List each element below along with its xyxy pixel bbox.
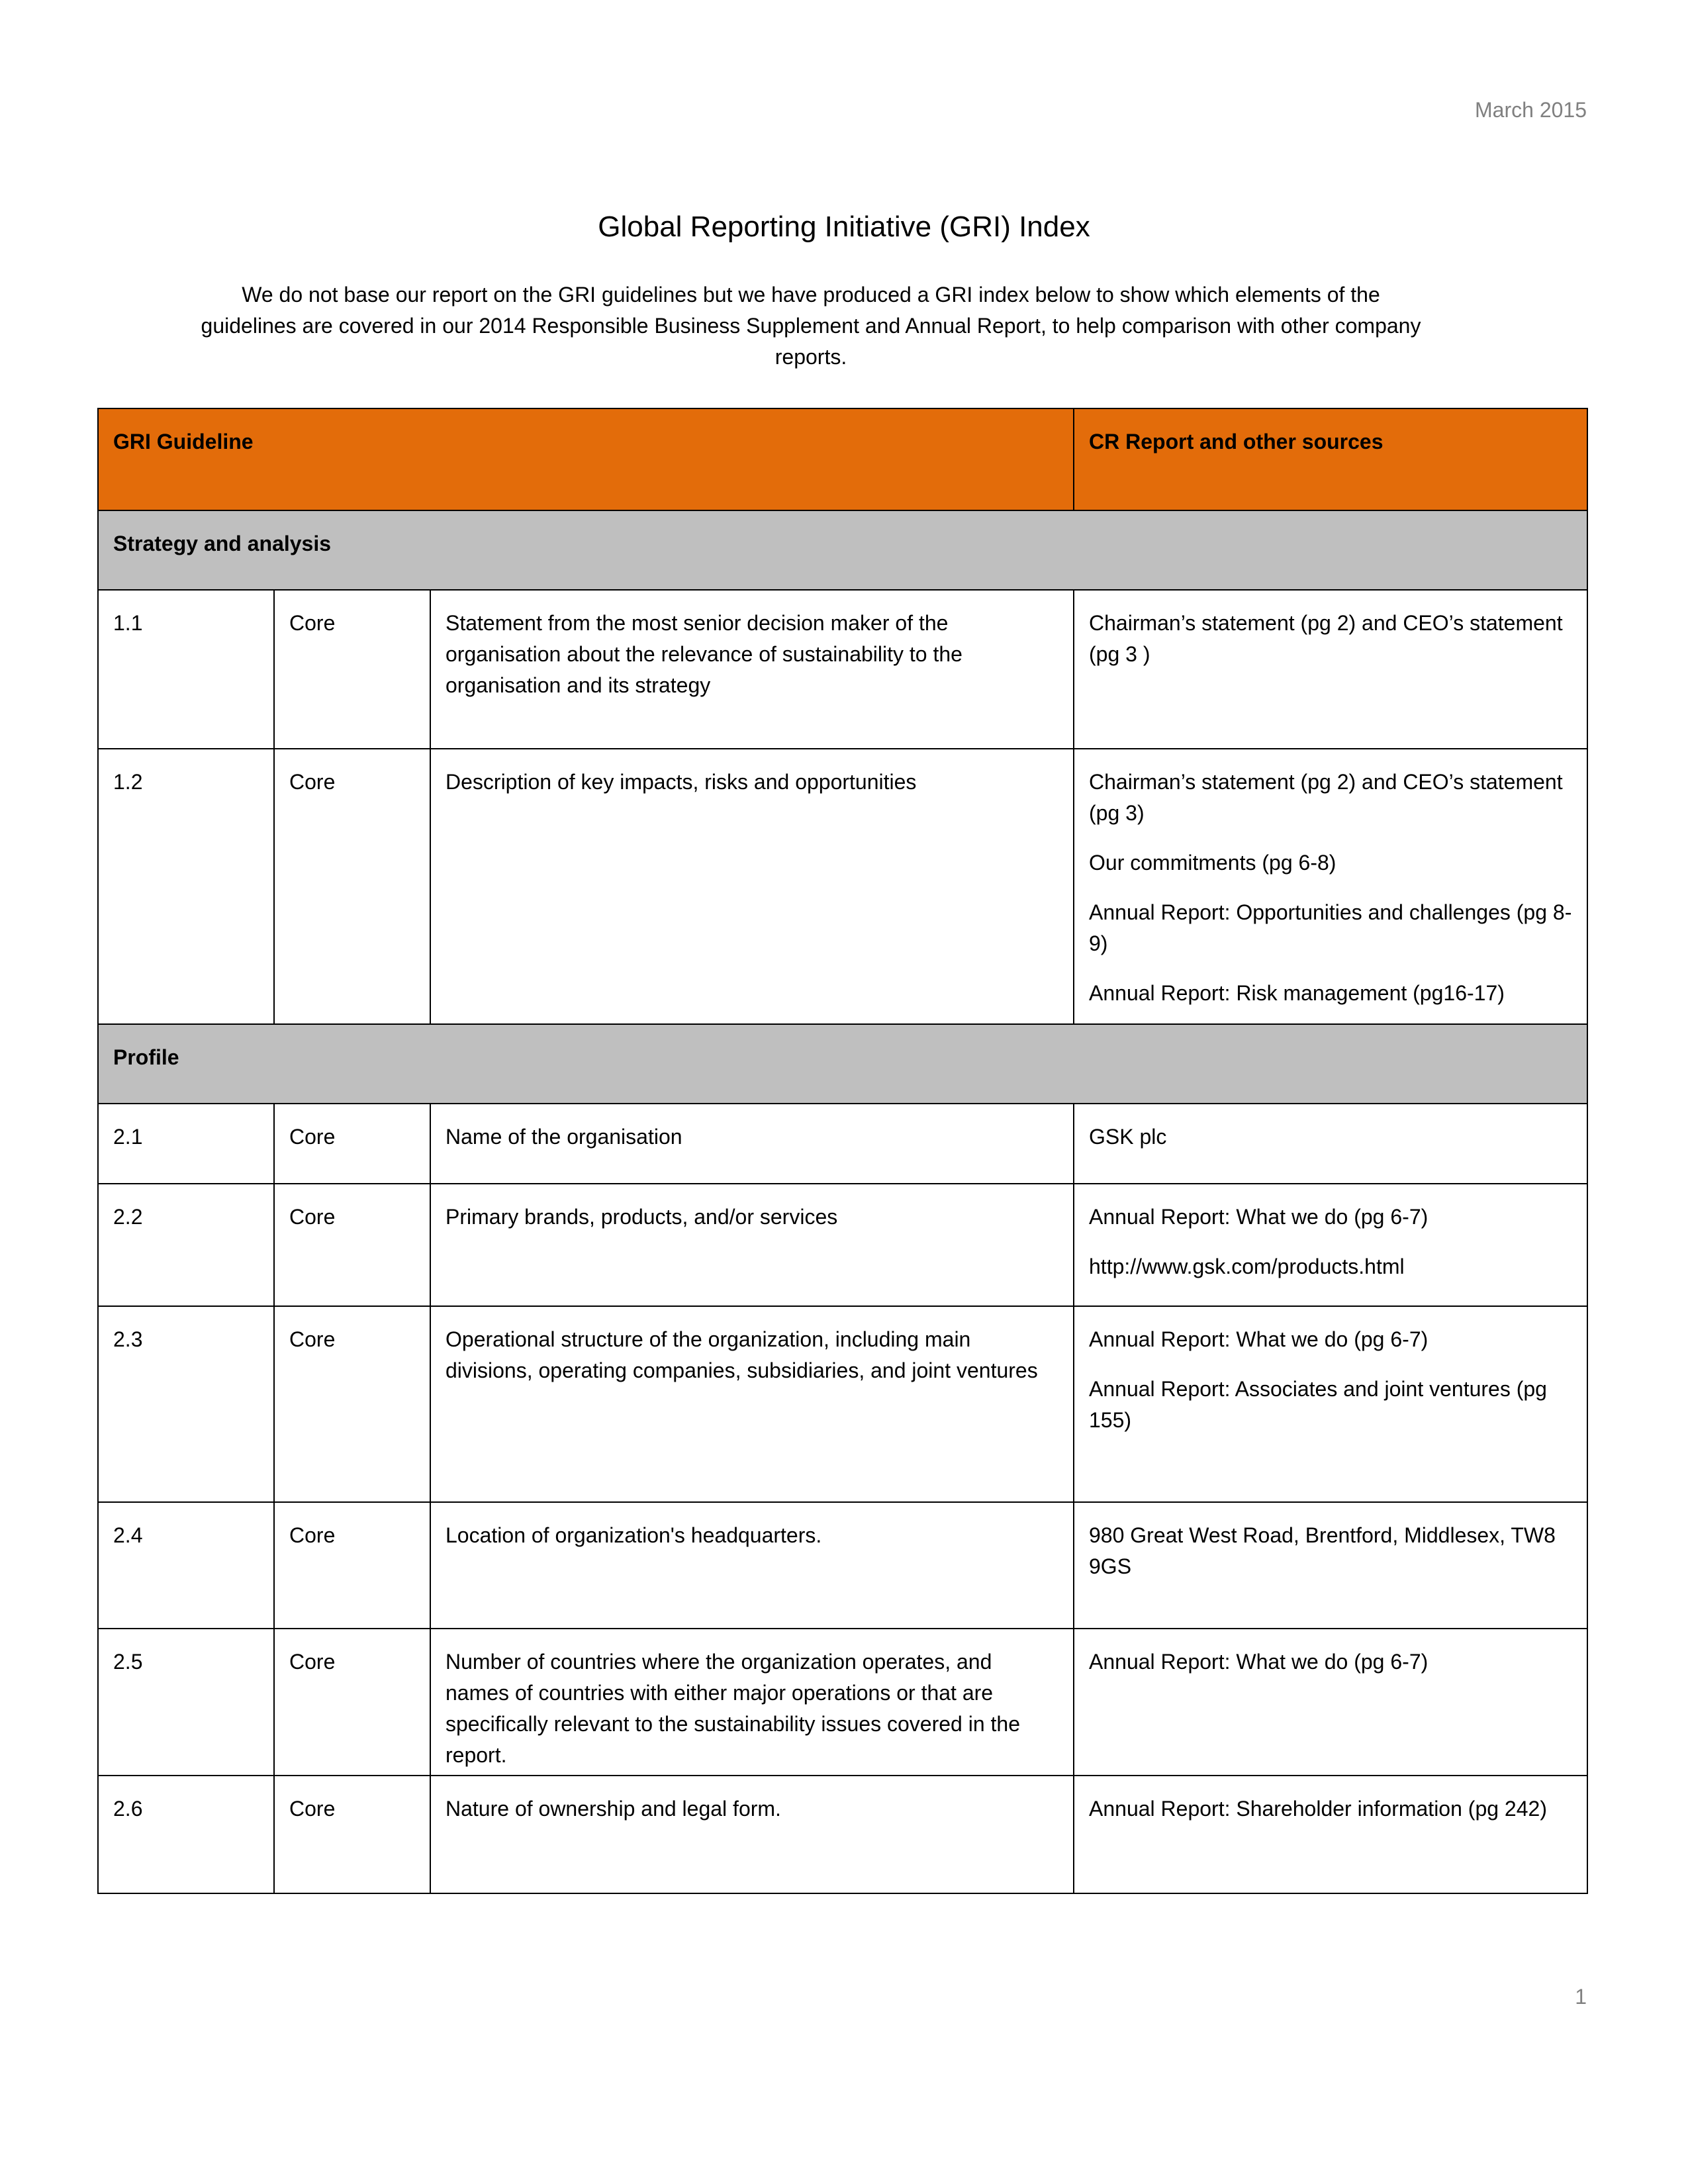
source-item: 980 Great West Road, Brentford, Middlesex, TW8 9GS (1089, 1523, 1556, 1578)
page-number: 1 (1575, 1985, 1587, 2009)
gri-index-table (97, 408, 1588, 1894)
source-item: Annual Report: Risk management (pg16-17) (1089, 981, 1505, 1005)
guideline-id: 2.1 (98, 1104, 274, 1184)
guideline-description: Primary brands, products, and/or services (430, 1184, 1074, 1306)
source-item: Annual Report: What we do (pg 6-7) (1089, 1205, 1429, 1229)
guideline-sources (1074, 1184, 1587, 1306)
source-item: Chairman’s statement (pg 2) and CEO’s statement (pg 3) (1089, 770, 1563, 825)
section-row-profile (98, 1024, 1587, 1104)
guideline-id: 1.1 (98, 590, 274, 749)
guideline-type: Core (274, 1776, 430, 1893)
source-item: Annual Report: Opportunities and challenges (pg 8-9) (1089, 900, 1572, 955)
guideline-type: Core (274, 1629, 430, 1776)
guideline-description: Name of the organisation (430, 1104, 1074, 1184)
section-row-strategy (98, 510, 1587, 590)
table-row (98, 1629, 1587, 1776)
guideline-sources (1074, 590, 1587, 749)
table-row (98, 1184, 1587, 1306)
guideline-type: Core (274, 1184, 430, 1306)
source-item: Annual Report: Shareholder information (pg 242) (1089, 1797, 1547, 1821)
report-date: March 2015 (1475, 98, 1587, 122)
page-title: Global Reporting Initiative (GRI) Index (598, 211, 1090, 243)
guideline-description: Location of organization's headquarters. (430, 1502, 1074, 1629)
table-row (98, 749, 1587, 1024)
guideline-id: 2.3 (98, 1306, 274, 1502)
guideline-id: 2.2 (98, 1184, 274, 1306)
guideline-description: Number of countries where the organization operates, and names of countries with either major operations or that are specifically relevant to the sustainability issues covered in the report. (430, 1629, 1074, 1776)
guideline-sources (1074, 1629, 1587, 1776)
source-item: Annual Report: What we do (pg 6-7) (1089, 1327, 1429, 1351)
guideline-type: Core (274, 1306, 430, 1502)
guideline-type: Core (274, 1502, 430, 1629)
source-item: Chairman’s statement (pg 2) and CEO’s statement (pg 3 ) (1089, 611, 1563, 666)
source-item: Annual Report: Associates and joint ventures (pg 155) (1089, 1377, 1547, 1432)
table-row (98, 1104, 1587, 1184)
source-item: GSK plc (1089, 1125, 1167, 1149)
guideline-description: Description of key impacts, risks and opportunities (430, 749, 1074, 1024)
source-url[interactable]: http://www.gsk.com/products.html (1089, 1255, 1405, 1278)
guideline-description: Statement from the most senior decision maker of the organisation about the relevance of sustainability to the organisation and its strategy (430, 590, 1074, 749)
guideline-description: Nature of ownership and legal form. (430, 1776, 1074, 1893)
section-title: Profile (98, 1024, 1587, 1104)
guideline-id: 1.2 (98, 749, 274, 1024)
table-row (98, 1502, 1587, 1629)
guideline-sources (1074, 749, 1587, 1024)
header-gri-guideline: GRI Guideline (98, 408, 1074, 510)
table-header-row (98, 408, 1587, 510)
guideline-sources (1074, 1502, 1587, 1629)
guideline-type: Core (274, 1104, 430, 1184)
table-row (98, 1776, 1587, 1893)
guideline-sources (1074, 1306, 1587, 1502)
table-row (98, 590, 1587, 749)
section-title: Strategy and analysis (98, 510, 1587, 590)
table-row (98, 1306, 1587, 1502)
guideline-id: 2.4 (98, 1502, 274, 1629)
intro-paragraph: We do not base our report on the GRI guidelines but we have produced a GRI index below to show which elements of the guidelines are covered in our 2014 Responsible Business Supplement and Annual Report, to help comparison with other company reports. (201, 283, 1421, 369)
source-item: Our commitments (pg 6-8) (1089, 851, 1336, 875)
guideline-type: Core (274, 590, 430, 749)
guideline-sources (1074, 1776, 1587, 1893)
guideline-description: Operational structure of the organization, including main divisions, operating companies, subsidiaries, and joint ventures (430, 1306, 1074, 1502)
header-sources: CR Report and other sources (1074, 408, 1587, 510)
guideline-sources (1074, 1104, 1587, 1184)
guideline-id: 2.5 (98, 1629, 274, 1776)
guideline-type: Core (274, 749, 430, 1024)
guideline-id: 2.6 (98, 1776, 274, 1893)
source-item: Annual Report: What we do (pg 6-7) (1089, 1650, 1429, 1674)
